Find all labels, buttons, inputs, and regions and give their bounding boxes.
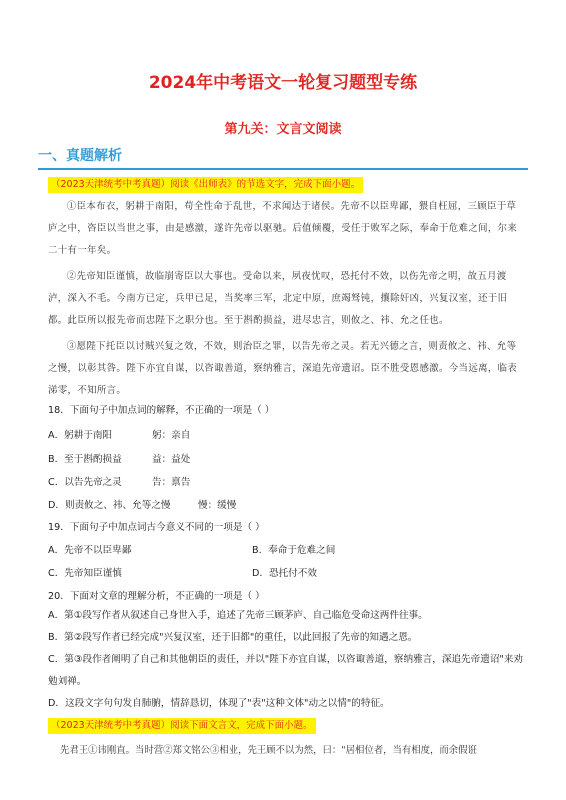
option-text: B．至于斟酌损益 [48,454,122,465]
passage-paragraph-2: ②先帝知臣谨慎，故临崩寄臣以大事也。受命以来，夙夜忧叹，恐托付不效，以伤先帝之明，故五月渡泸，深入不毛。今南方已定，兵甲已足，当奖率三军，北定中原，庶竭驽钝，攘除奸凶，兴复汉室，还于旧都。此臣所以报先帝而忠陛下之职分也。至于斟酌损益，进尽忠言，则攸之、祎、允之任也。 [48,271,508,326]
question-18-option-a [48,427,191,441]
question-19-option-a: A．先帝不以臣卑鄙 [48,545,132,556]
question-20-option-c: C．第③段作者阐明了自己和其他朝臣的责任，并以"陛下亦宜自谋，以咨诹善道，察纳雅言，深追先帝遗诏"来劝勉刘禅。 [48,654,524,687]
question-18-option-b [48,451,191,465]
section-heading: 一、真题解析 [38,148,122,164]
question-18-stem: 18．下面句子中加点词的解释，不正确的一项是（ ） [48,405,275,416]
page-title: 2024年中考语文一轮复习题型专练 [148,73,418,93]
passage-2-first-line: 先君王①讳刚直。当时营②郑文铭公③相业，先王顾不以为然，曰："居相位者，当有相度，而余假诳 [60,745,477,756]
source-highlight-2: （2023天津统考中考真题）阅读下面文言文，完成下面小题。 [48,718,316,734]
question-19-row-2 [48,565,524,579]
option-gloss: 告：禀告 [152,477,191,488]
option-text: A．躬耕于南阳 [48,430,113,441]
question-19-stem: 19．下面句子中加点词古今意义不同的一项是（ ） [48,522,265,533]
question-19-option-b: B．奉命于危难之间 [252,545,336,556]
section-divider [38,168,528,170]
passage-paragraph-1: ①臣本布衣，躬耕于南阳，苟全性命于乱世，不求闻达于诸侯。先帝不以臣卑鄙，猥自枉屈，三顾臣于草庐之中，咨臣以当世之事，由是感激，遂许先帝以驱驰。后值倾覆，受任于败军之际，奉命于危难之间，尔来二十有一年矣。 [48,201,518,256]
page-subtitle: 第九关：文言文阅读 [224,122,342,137]
question-20-option-b: B．第②段写作者已经完成"兴复汉室，还于旧都"的重任，以此回报了先帝的知遇之恩。 [48,632,418,643]
question-20-options [48,605,524,715]
question-20-option-d: D．这段文字句句发自肺腑，情辞恳切，体现了"表"这种文体"动之以情"的特征。 [48,698,390,709]
passage-paragraph-3: ③愿陛下托臣以讨贼兴复之效，不效，则治臣之罪，以告先帝之灵。若无兴德之言，则责攸之、祎、允等之慢，以彰其咎。陛下亦宜自谋，以咨诹善道，察纳雅言，深追先帝遗诏。臣不胜受恩感激。今当远离，临表涕零，不知所言。 [48,341,518,396]
question-19-option-d: D．恐托付不效 [252,568,317,579]
question-19-option-c: C．先帝知臣谨慎 [48,568,122,579]
question-20-option-a: A．第①段写作者从叙述自己身世入手，追述了先帝三顾茅庐、自己临危受命这两件往事。 [48,610,428,621]
option-gloss: 慢：缓慢 [198,500,237,511]
option-text: D．则责攸之、祎、允等之慢 [48,500,171,511]
option-gloss: 躬：亲自 [152,430,191,441]
question-18-option-c [48,474,191,488]
question-19-row-1 [48,542,524,556]
option-text: C．以告先帝之灵 [48,477,122,488]
question-18-option-d [48,497,237,511]
question-20-stem: 20．下面对文章的理解分析，不正确的一项是（ ） [48,591,265,602]
classical-passage [48,196,522,402]
option-gloss: 益：益处 [152,454,191,465]
source-highlight-1: （2023天津统考中考真题）阅读《出师表》的节选文字，完成下面小题。 [48,177,363,193]
